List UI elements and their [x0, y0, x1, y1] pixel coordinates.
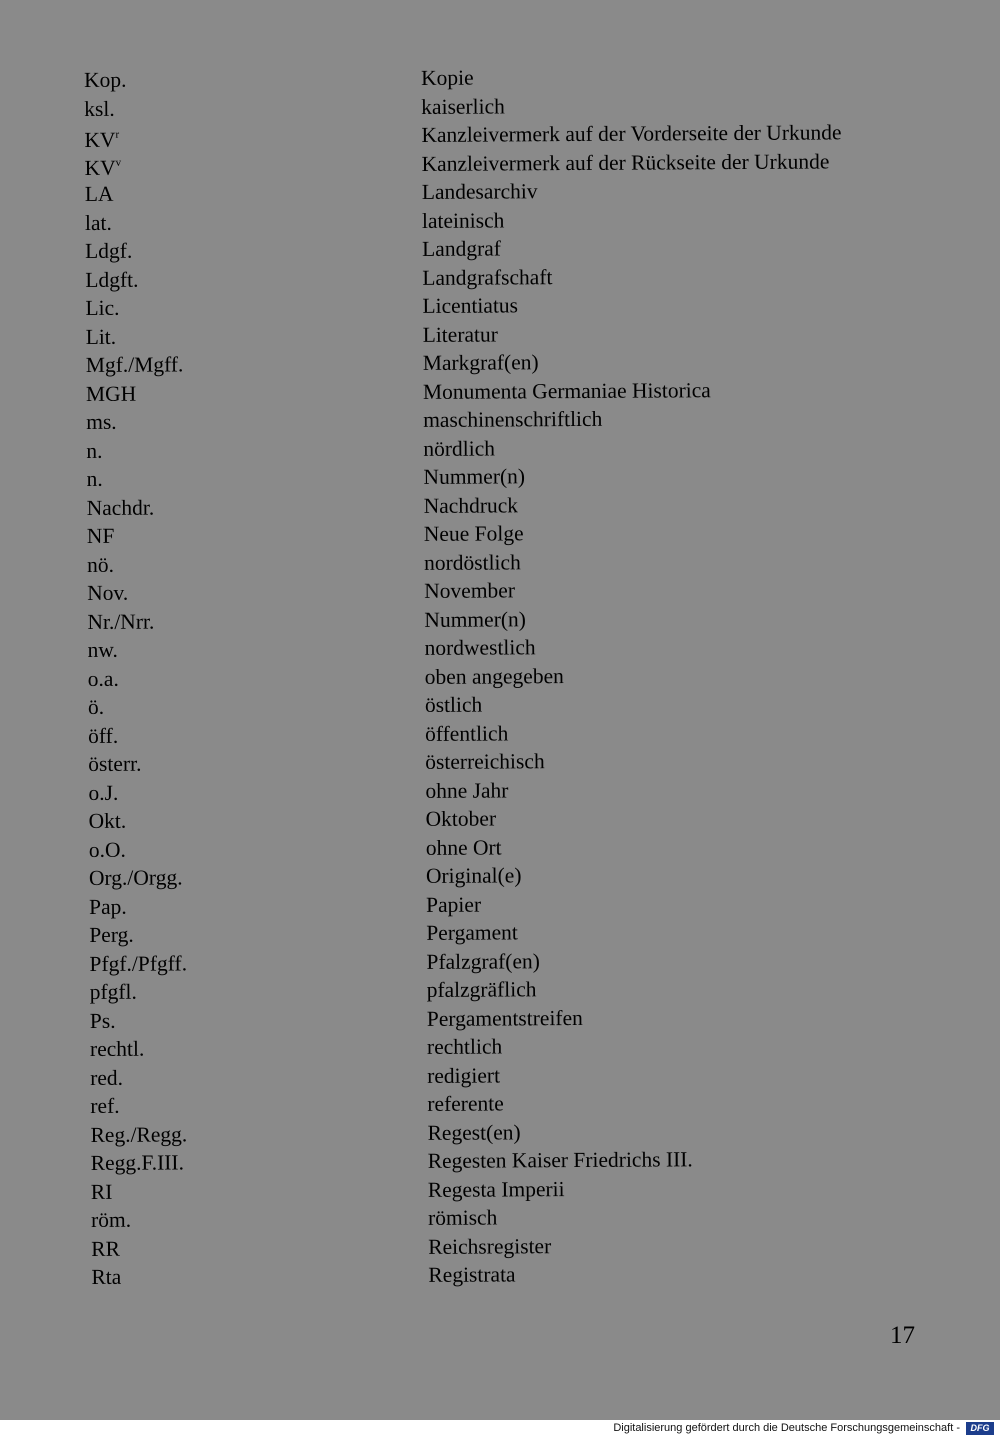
abbreviation-meaning: rechtlich	[426, 1034, 503, 1060]
abbreviation-text: öff.	[88, 723, 119, 748]
abbreviation-text: Ldgft.	[85, 267, 139, 292]
abbreviation-meaning: Kopie	[421, 65, 474, 91]
abbreviation-meaning: maschinenschriftlich	[423, 407, 603, 433]
abbreviation-meaning: Nummer(n)	[424, 607, 526, 632]
abbreviation-text: Nr./Nrr.	[87, 609, 155, 634]
abbreviation	[87, 577, 424, 607]
abbreviation	[89, 805, 426, 835]
abbreviation-text: Perg.	[89, 922, 134, 948]
abbreviation	[89, 891, 426, 921]
abbreviation	[90, 1090, 427, 1120]
abbreviation-text: red.	[90, 1065, 124, 1090]
abbreviation	[85, 264, 422, 294]
abbreviation	[90, 1005, 427, 1035]
abbreviation-list	[84, 61, 921, 1292]
abbreviation-meaning: oben angegeben	[424, 663, 564, 689]
abbreviation-meaning: Pfalzgraf(en)	[426, 948, 540, 974]
abbreviation-text: RR	[91, 1236, 120, 1261]
abbreviation-text: Pfgf./Pfgff.	[89, 951, 188, 976]
page-number: 17	[890, 1322, 915, 1349]
abbreviation	[85, 178, 422, 208]
abbreviation-meaning: pfalzgräflich	[426, 977, 537, 1003]
abbreviation	[90, 1062, 427, 1092]
abbreviation-meaning: redigiert	[427, 1063, 501, 1088]
abbreviation-meaning: kaiserlich	[421, 94, 505, 119]
abbreviation-superscript: v	[115, 157, 122, 170]
abbreviation-meaning: östlich	[424, 692, 483, 718]
abbreviation-meaning: nordöstlich	[423, 550, 521, 575]
abbreviation	[84, 64, 421, 94]
abbreviation-text: Ldgf.	[85, 238, 133, 264]
abbreviation-text: o.J.	[88, 780, 119, 805]
dfg-logo-icon: DFG	[966, 1422, 994, 1435]
abbreviation	[85, 292, 422, 322]
abbreviation-meaning: Regesten Kaiser Friedrichs III.	[427, 1147, 693, 1174]
abbreviation	[91, 1204, 428, 1234]
abbreviation-text: ref.	[90, 1094, 120, 1119]
abbreviation-meaning: Pergament	[426, 920, 518, 946]
abbreviation	[91, 1261, 428, 1291]
abbreviation-meaning: Pergamentstreifen	[426, 1005, 583, 1031]
abbreviation-row	[85, 146, 915, 180]
abbreviation-meaning: ohne Ort	[425, 835, 502, 860]
abbreviation-text: Reg./Regg.	[90, 1122, 188, 1147]
abbreviation-meaning: Regest(en)	[427, 1120, 521, 1145]
abbreviation-meaning: Monumenta Germaniae Historica	[422, 377, 711, 404]
abbreviation-text: rechtl.	[89, 1036, 145, 1062]
abbreviation-meaning: Papier	[426, 892, 482, 917]
abbreviation	[88, 777, 425, 807]
abbreviation	[89, 948, 426, 978]
abbreviation	[89, 834, 426, 864]
abbreviation-text: MGH	[85, 381, 137, 406]
abbreviation-text: n.	[86, 467, 103, 492]
abbreviation	[86, 463, 423, 493]
abbreviation-meaning: Markgraf(en)	[422, 350, 539, 376]
abbreviation-text: LA	[84, 182, 114, 207]
abbreviation-text: n.	[86, 438, 103, 463]
abbreviation	[91, 1176, 428, 1206]
abbreviation-text: ms.	[86, 410, 117, 435]
abbreviation-meaning: nordwestlich	[424, 635, 536, 661]
abbreviation-meaning: Licentiatus	[422, 293, 519, 319]
abbreviation-meaning: österreichisch	[425, 749, 545, 775]
abbreviation-meaning: ohne Jahr	[425, 778, 509, 803]
abbreviation	[85, 147, 422, 182]
abbreviation	[87, 634, 424, 664]
abbreviation-text: o.O.	[88, 837, 126, 862]
abbreviation-text: pfgfl.	[89, 979, 137, 1005]
abbreviation	[91, 1233, 428, 1263]
abbreviation-text: Okt.	[88, 809, 127, 834]
abbreviation-text: KV	[84, 156, 116, 181]
abbreviation	[86, 321, 423, 351]
abbreviation-meaning: Literatur	[422, 322, 498, 347]
abbreviation-text: Lic.	[85, 296, 120, 321]
abbreviation	[88, 691, 425, 721]
abbreviation-meaning: Landgraf	[422, 236, 501, 262]
abbreviation-text: Rta	[91, 1265, 122, 1290]
abbreviation-meaning: November	[424, 578, 516, 604]
abbreviation	[87, 606, 424, 636]
abbreviation-text: lat.	[84, 210, 112, 235]
abbreviation	[90, 1033, 427, 1063]
abbreviation-text: röm.	[90, 1207, 132, 1233]
abbreviation-meaning: Neue Folge	[423, 521, 524, 547]
abbreviation-meaning: Landesarchiv	[421, 179, 538, 205]
abbreviation-text: KV	[84, 127, 116, 152]
abbreviation	[88, 663, 425, 693]
abbreviation-meaning: referente	[427, 1091, 504, 1117]
abbreviation-meaning: lateinisch	[421, 208, 505, 233]
abbreviation-meaning: Regesta Imperii	[427, 1176, 565, 1202]
abbreviation	[90, 976, 427, 1006]
abbreviation-text: ö.	[87, 695, 105, 720]
abbreviation-superscript: r	[115, 128, 120, 141]
abbreviation-text: Nachdr.	[86, 495, 155, 520]
abbreviation-meaning: Original(e)	[425, 863, 522, 889]
abbreviation-meaning: Oktober	[425, 806, 497, 832]
abbreviation	[87, 492, 424, 522]
abbreviation	[88, 748, 425, 778]
abbreviation-text: NF	[86, 524, 115, 549]
abbreviation-text: Org./Orgg.	[88, 865, 183, 891]
abbreviation-meaning: nördlich	[423, 436, 496, 461]
abbreviation	[90, 1119, 427, 1149]
abbreviation-meaning: Registrata	[428, 1262, 516, 1288]
abbreviation-text: nw.	[87, 638, 118, 663]
abbreviation	[89, 862, 426, 892]
abbreviation	[87, 520, 424, 550]
abbreviation-text: nö.	[86, 552, 114, 577]
abbreviation	[86, 378, 423, 408]
abbreviation-meaning: Nachdruck	[423, 493, 519, 518]
abbreviation	[87, 549, 424, 579]
footer-bar	[0, 1420, 1000, 1439]
abbreviation	[88, 720, 425, 750]
abbreviation-text: Regg.F.III.	[90, 1150, 185, 1176]
abbreviation	[86, 406, 423, 436]
abbreviation-text: o.a.	[87, 666, 119, 691]
abbreviation-text: Ps.	[89, 1008, 116, 1033]
abbreviation-text: Lit.	[85, 324, 117, 349]
abbreviation-meaning: römisch	[427, 1205, 498, 1231]
abbreviation	[89, 919, 426, 949]
abbreviation	[85, 207, 422, 237]
abbreviation-text: Kop.	[84, 67, 127, 93]
abbreviation-text: Nov.	[87, 580, 129, 606]
abbreviation	[85, 235, 422, 265]
footer-credit: Digitalisierung gefördert durch die Deutsche Forschungsgemeinschaft -	[613, 1422, 960, 1434]
abbreviation-meaning: öffentlich	[425, 721, 509, 746]
abbreviation-text: Pap.	[89, 894, 127, 919]
abbreviation-meaning: Nummer(n)	[423, 464, 526, 490]
abbreviation-meaning: Kanzleivermerk auf der Vorderseite der Urkunde	[421, 120, 842, 148]
abbreviation-text: ksl.	[84, 96, 115, 121]
abbreviation-text: österr.	[88, 751, 142, 777]
abbreviation-text: RI	[90, 1179, 113, 1204]
abbreviation-row	[91, 1258, 921, 1292]
abbreviation-text: Mgf./Mgff.	[85, 352, 184, 378]
abbreviation	[91, 1147, 428, 1177]
abbreviation-meaning: Landgrafschaft	[422, 264, 553, 290]
abbreviation-meaning: Kanzleivermerk auf der Rückseite der Urkunde	[421, 149, 830, 176]
abbreviation	[86, 435, 423, 465]
abbreviation	[86, 349, 423, 379]
abbreviation-meaning: Reichsregister	[428, 1233, 552, 1259]
